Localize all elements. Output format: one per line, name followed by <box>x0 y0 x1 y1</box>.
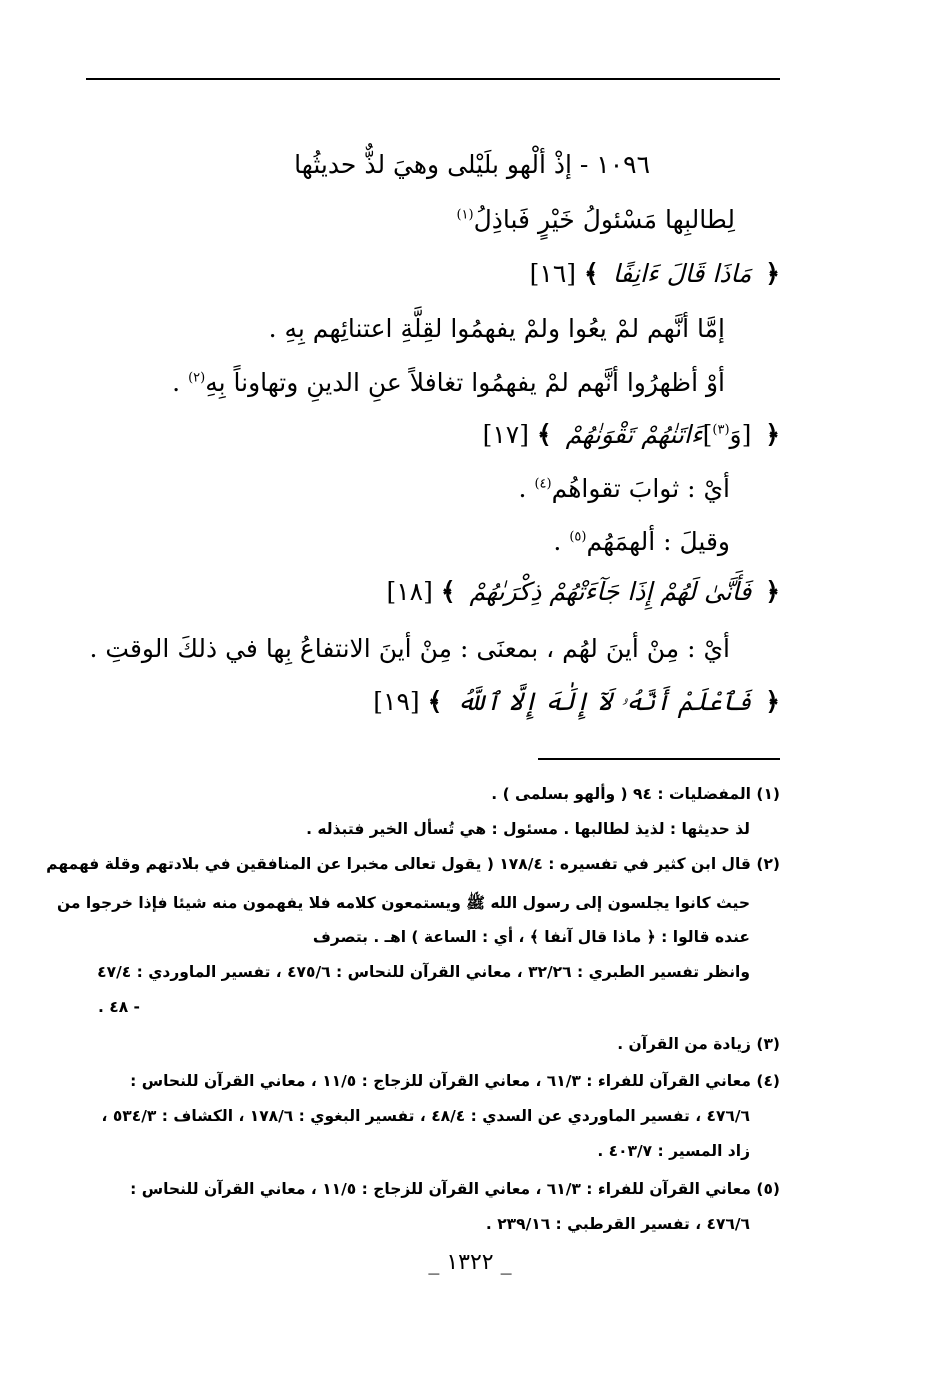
quran-brace-close: ﴾ <box>427 687 443 716</box>
ayah-16 <box>530 259 780 288</box>
quran-text: ءَاتَنٰهُمْ تَقْوَنٰهُمْ <box>565 420 703 449</box>
bracket: ] <box>702 420 713 449</box>
commentary-text: إمَّا أنَّهم لمْ يعُوا ولمْ يفهمُوا لقِلَّةِ اعتنائِهم بِهِ . <box>268 314 725 343</box>
quran-brace-close: ﴾ <box>537 420 552 449</box>
footnote-4-line-1: (٤) معاني القرآن للفراء : ٦١/٣ ، معاني القرآن للزجاج : ١١/٥ ، معاني القرآن للنحاس : <box>130 1072 780 1090</box>
added-word: [وَ <box>729 420 752 449</box>
ayah-number: [١٨] <box>386 577 433 606</box>
commentary-text: وقيلَ : ألهمَهُم <box>586 527 730 556</box>
quran-brace-close: ﴾ <box>440 577 456 606</box>
period: . <box>518 474 527 503</box>
ayah-17 <box>483 420 780 449</box>
quran-brace-open: ﴿ <box>765 420 780 449</box>
ayah-18 <box>386 577 780 606</box>
footnote-4-line-3: زاد المسير : ٤٠٣/٧ . <box>597 1142 750 1160</box>
footnote-ref: (١) <box>456 207 474 223</box>
verse-text: لِطالبِها مَسْئولُ خَيْرٍ فَباذِلُ <box>473 205 735 234</box>
ayah-number: [١٦] <box>529 259 577 288</box>
footnote-5-line-2: ٤٧٦/٦ ، تفسير القرطبي : ٢٣٩/١٦ . <box>485 1215 750 1233</box>
quran-brace-open: ﴿ <box>765 577 780 606</box>
quran-text: فَأَنَّىٰ لَهُمْ إِذَا جَآءَتْهُمْ ذِكْرَىٰهُمْ <box>469 577 752 606</box>
footnote-2-line-5: - ٤٨ . <box>97 998 140 1016</box>
commentary-text: أوْ أظهرُوا أنَّهم لمْ يفهمُوا تغافلاً عنِ الدينِ وتهاوناً بِهِ <box>205 368 725 397</box>
footnote-1-line-1: (١) المفضليات : ٩٤ ( وألهو بسلمى ) . <box>491 785 780 803</box>
ayah-number: [١٩] <box>373 687 420 716</box>
footnote-rule <box>538 758 780 760</box>
footnote-2-line-2: حيث كانوا يجلسون إلى رسول الله ﷺ ويستمعون كلامه فلا يفهمون منه شيئا فإذا خرجوا من <box>56 894 750 912</box>
quran-brace-close: ﴾ <box>584 259 599 288</box>
quran-brace-open: ﴿ <box>765 259 780 288</box>
ayah-number: [١٧] <box>482 420 529 449</box>
commentary-16-line-1 <box>269 314 725 343</box>
footnote-4-line-2: ٤٧٦/٦ ، تفسير الماوردي عن السدي : ٤٨/٤ ، تفسير البغوي : ١٧٨/٦ ، الكشاف : ٥٣٤/٣ ، <box>101 1107 750 1125</box>
quran-text: فَٱعْلَمْ أَنَّهُۥ لَآ إِلَٰهَ إِلَّا ٱللَّهُ <box>456 687 752 716</box>
header-rule <box>86 78 780 80</box>
poem-verse-line-1 <box>294 150 650 179</box>
period: . <box>553 527 562 556</box>
poem-verse-line-2 <box>456 205 735 234</box>
verse-text: ١٠٩٦ - إذْ ألْهو بلَيْلى وهيَ لذٌّ حديثُها <box>294 150 650 179</box>
quran-brace-open: ﴿ <box>765 687 780 716</box>
commentary-16-line-2 <box>172 368 725 397</box>
footnote-1-line-2: لذ حديثها : لذيذ لطالبها . مسئول : هي تُسأل الخير فتبذله . <box>306 820 750 838</box>
page-number: _ ١٣٢٢ _ <box>428 1250 512 1275</box>
footnote-ref: (٢) <box>188 370 206 386</box>
period: . <box>172 368 181 397</box>
ayah-19 <box>373 687 780 717</box>
footnote-ref: (٣) <box>712 422 730 438</box>
footnote-ref: (٥) <box>569 529 587 545</box>
footnote-2-line-4: وانظر تفسير الطبري : ٣٢/٢٦ ، معاني القرآن للنحاس : ٤٧٥/٦ ، تفسير الماوردي : ٤٧/٤ <box>97 963 750 981</box>
commentary-17-line-2 <box>553 527 730 556</box>
footnote-2-line-3: عنده قالوا : ﴿ ماذا قال آنفا ﴾ ، أي : الساعة ) اهـ . بتصرف <box>312 928 750 946</box>
footnote-2-line-1: (٢) قال ابن كثير في تفسيره : ١٧٨/٤ ( يقول تعالى مخبرا عن المنافقين في بلادتهم وقلة فهمهم <box>46 855 780 873</box>
footnote-ref: (٤) <box>534 476 552 492</box>
footnote-3-line-1: (٣) زيادة من القرآن . <box>617 1035 780 1053</box>
quran-text: مَاذَا قَالَ ءَانِفًا <box>612 259 752 288</box>
commentary-17-line-1 <box>519 474 730 503</box>
commentary-text: أيْ : ثوابَ تقواهُم <box>551 474 730 503</box>
commentary-18-line-1 <box>90 634 731 663</box>
commentary-text: أيْ : مِنْ أينَ لهُم ، بمعنَى : مِنْ أينَ الانتفاعُ بِها في ذلكَ الوقتِ . <box>89 634 730 663</box>
footnote-5-line-1: (٥) معاني القرآن للفراء : ٦١/٣ ، معاني القرآن للزجاج : ١١/٥ ، معاني القرآن للنحاس : <box>130 1180 780 1198</box>
